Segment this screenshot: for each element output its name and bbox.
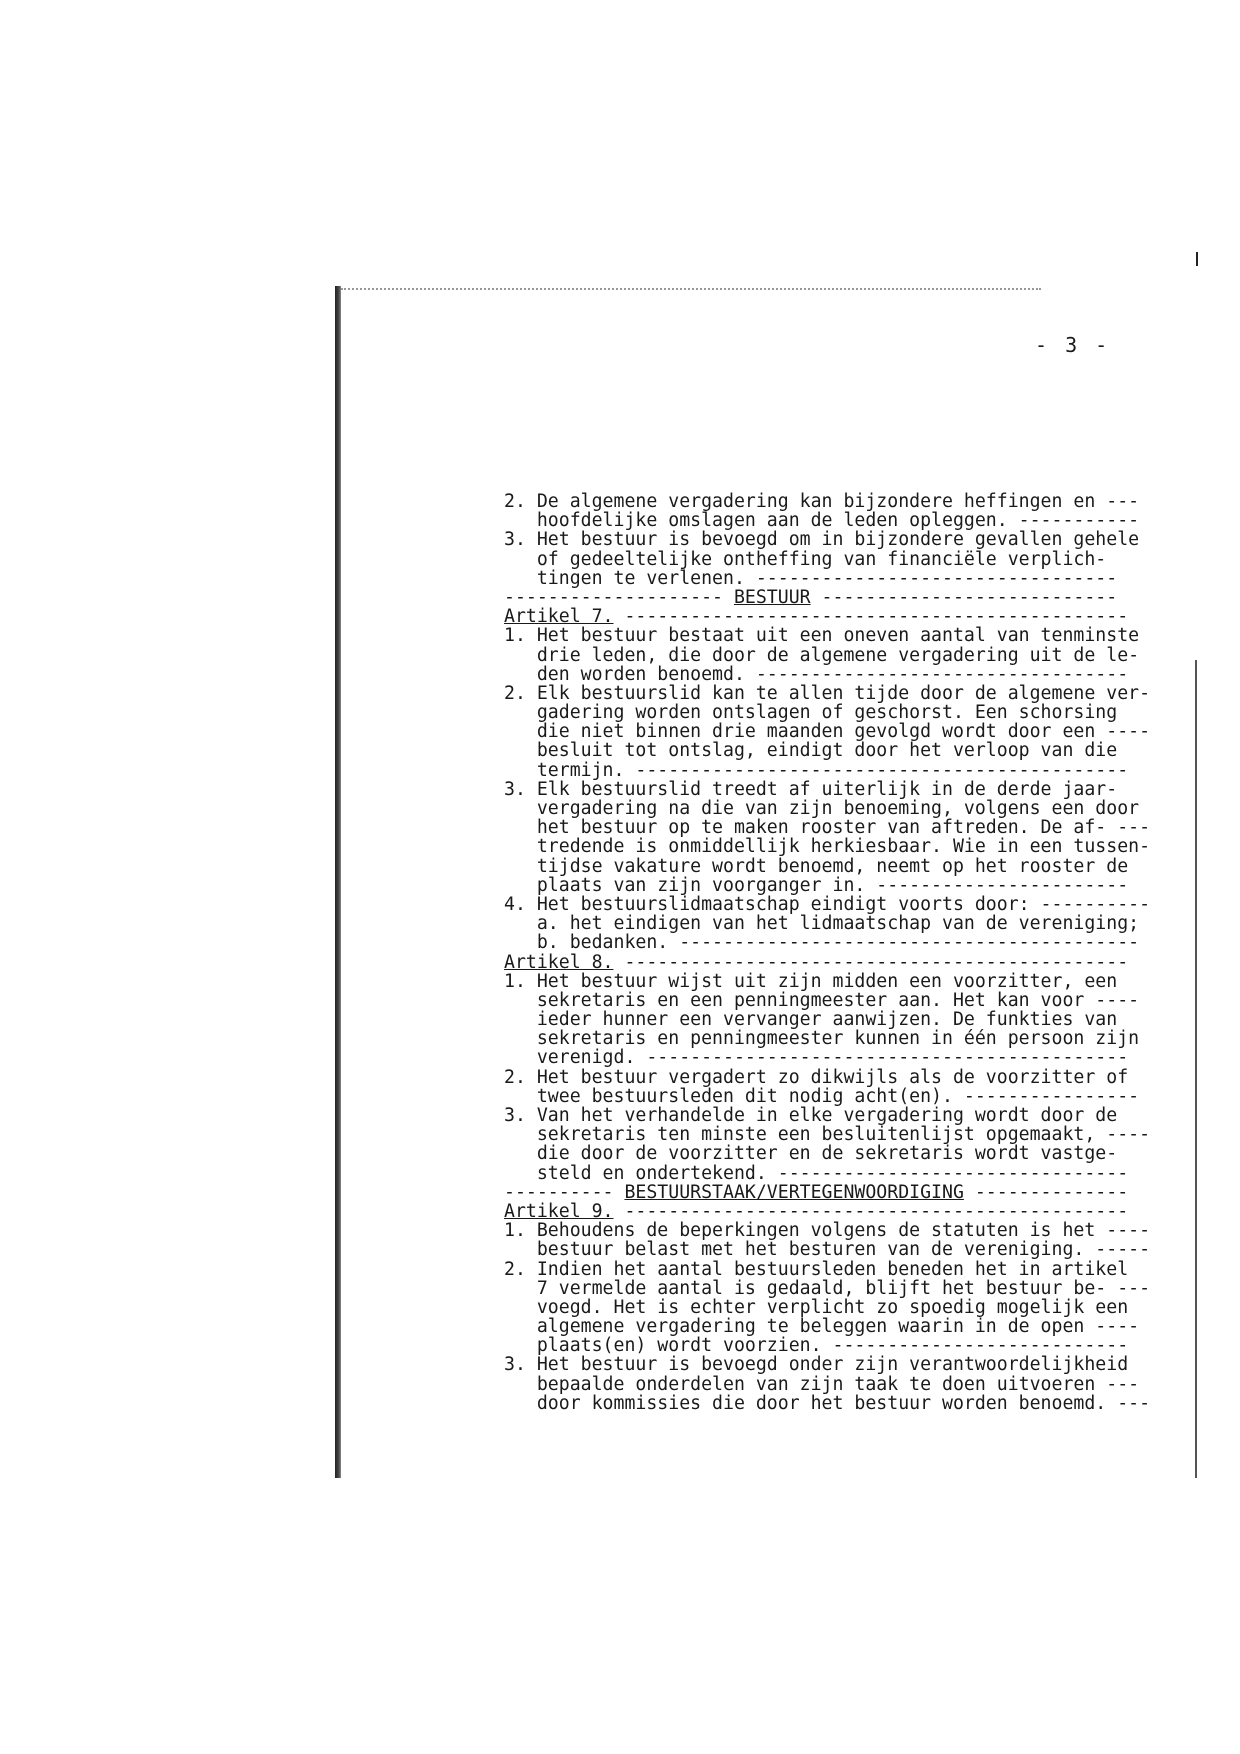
- text-line: voegd. Het is echter verplicht zo spoedig mogelijk een: [504, 1296, 1129, 1318]
- text-line: 4. Het bestuurslidmaatschap eindigt voorts door: ----------: [504, 893, 1151, 915]
- text-line: door kommissies die door het bestuur worden benoemd. ---: [504, 1392, 1151, 1414]
- text-line: 3. Elk bestuurslid treedt af uiterlijk in de derde jaar-: [504, 778, 1118, 800]
- text-line: 2. Elk bestuurslid kan te allen tijde door de algemene ver-: [504, 682, 1151, 704]
- text-line: 3. Het bestuur is bevoegd om in bijzondere gevallen gehele: [504, 529, 1140, 551]
- text-line: het bestuur op te maken rooster van aftreden. De af- ---: [504, 817, 1151, 839]
- text-line: 1. Het bestuur bestaat uit een oneven aantal van tenminste: [504, 625, 1140, 647]
- scan-page-left-edge: [335, 286, 341, 1478]
- text-line: 7 vermelde aantal is gedaald, blijft het bestuur be- ---: [504, 1277, 1151, 1299]
- text-line: besluit tot ontslag, eindigt door het verloop van die: [504, 740, 1118, 762]
- text-line: hoofdelijke omslagen aan de leden opleggen. -----------: [504, 510, 1140, 532]
- heading-rule-left: --------------------: [504, 586, 734, 608]
- section-heading-line: [504, 953, 1150, 972]
- heading-rule-right: ----------------------------------------------: [613, 951, 1129, 973]
- text-line: 2. Indien het aantal bestuursleden beneden het in artikel: [504, 1258, 1129, 1280]
- text-line: termijn. ---------------------------------------------: [504, 759, 1129, 781]
- text-line: vergadering na die van zijn benoeming, volgens een door: [504, 798, 1140, 819]
- section-heading: Artikel 8.: [504, 951, 614, 973]
- text-line: ieder hunner een vervanger aanwijzen. De funkties van: [504, 1009, 1118, 1031]
- text-line: sekretaris en een penningmeester aan. Het kan voor ----: [504, 989, 1140, 1011]
- heading-rule-right: ---------------------------: [810, 586, 1118, 608]
- text-line: twee bestuursleden dit nodig acht(en). ----------------: [504, 1085, 1140, 1107]
- heading-rule-right: ----------------------------------------------: [613, 1200, 1129, 1222]
- section-heading: BESTUURSTAAK/VERTEGENWOORDIGING: [624, 1181, 964, 1203]
- text-line: drie leden, die door de algemene vergadering uit de le-: [504, 644, 1140, 666]
- text-line: die door de voorzitter en de sekretaris wordt vastge-: [504, 1143, 1118, 1165]
- text-line: verenigd. --------------------------------------------: [504, 1047, 1129, 1069]
- scan-page-right-edge: [1195, 660, 1197, 1478]
- text-line: gadering worden ontslagen of geschorst. Een schorsing: [504, 702, 1118, 724]
- text-line: den worden benoemd. ----------------------------------: [504, 663, 1129, 685]
- scan-margin-mark: [1196, 252, 1198, 266]
- section-heading-line: [504, 607, 1150, 626]
- text-line: 2. De algemene vergadering kan bijzondere heffingen en ---: [504, 491, 1140, 512]
- text-line: a. het eindigen van het lidmaatschap van de vereniging;: [504, 913, 1140, 935]
- text-line: of gedeeltelijke ontheffing van financiële verplich-: [504, 548, 1107, 570]
- section-heading: BESTUUR: [733, 586, 811, 608]
- heading-rule-left: ----------: [504, 1181, 625, 1203]
- text-line: tingen te verlenen. ---------------------------------: [504, 567, 1118, 589]
- section-heading-line: [504, 588, 1150, 607]
- text-line: bestuur belast met het besturen van de vereniging. -----: [504, 1239, 1151, 1261]
- text-line: 1. Behoudens de beperkingen volgens de statuten is het ----: [504, 1220, 1151, 1242]
- text-line: sekretaris en penningmeester kunnen in één persoon zijn: [504, 1028, 1140, 1050]
- scan-page-top-edge: [341, 288, 1041, 290]
- text-line: 3. Van het verhandelde in elke vergadering wordt door de: [504, 1105, 1118, 1126]
- text-line: tijdse vakature wordt benoemd, neemt op het rooster de: [504, 855, 1129, 877]
- text-line: tredende is onmiddellijk herkiesbaar. Wie in een tussen-: [504, 836, 1151, 858]
- text-line: 3. Het bestuur is bevoegd onder zijn verantwoordelijkheid: [504, 1354, 1129, 1376]
- text-line: plaats van zijn voorganger in. -----------------------: [504, 874, 1129, 896]
- text-line: b. bedanken. ------------------------------------------: [504, 932, 1140, 954]
- text-line: algemene vergadering te beleggen waarin in de open ----: [504, 1316, 1140, 1338]
- heading-rule-right: ----------------------------------------------: [613, 606, 1129, 628]
- page-number: - 3 -: [1035, 333, 1111, 357]
- text-line: sekretaris ten minste een besluitenlijst opgemaakt, ----: [504, 1124, 1151, 1146]
- section-heading: Artikel 9.: [504, 1200, 614, 1222]
- text-line: steld en ondertekend. --------------------------------: [504, 1162, 1129, 1184]
- text-line: 2. Het bestuur vergadert zo dikwijls als de voorzitter of: [504, 1066, 1129, 1088]
- section-heading-line: [504, 1183, 1150, 1202]
- heading-rule-right: --------------: [963, 1181, 1129, 1203]
- text-line: plaats(en) wordt voorzien. ---------------------------: [504, 1335, 1129, 1357]
- text-line: die niet binnen drie maanden gevolgd wordt door een ----: [504, 721, 1151, 743]
- section-heading: Artikel 7.: [504, 606, 614, 628]
- text-line: 1. Het bestuur wijst uit zijn midden een voorzitter, een: [504, 970, 1118, 992]
- document-body: [504, 492, 1150, 1413]
- text-line: bepaalde onderdelen van zijn taak te doen uitvoeren ---: [504, 1373, 1140, 1395]
- section-heading-line: [504, 1202, 1150, 1221]
